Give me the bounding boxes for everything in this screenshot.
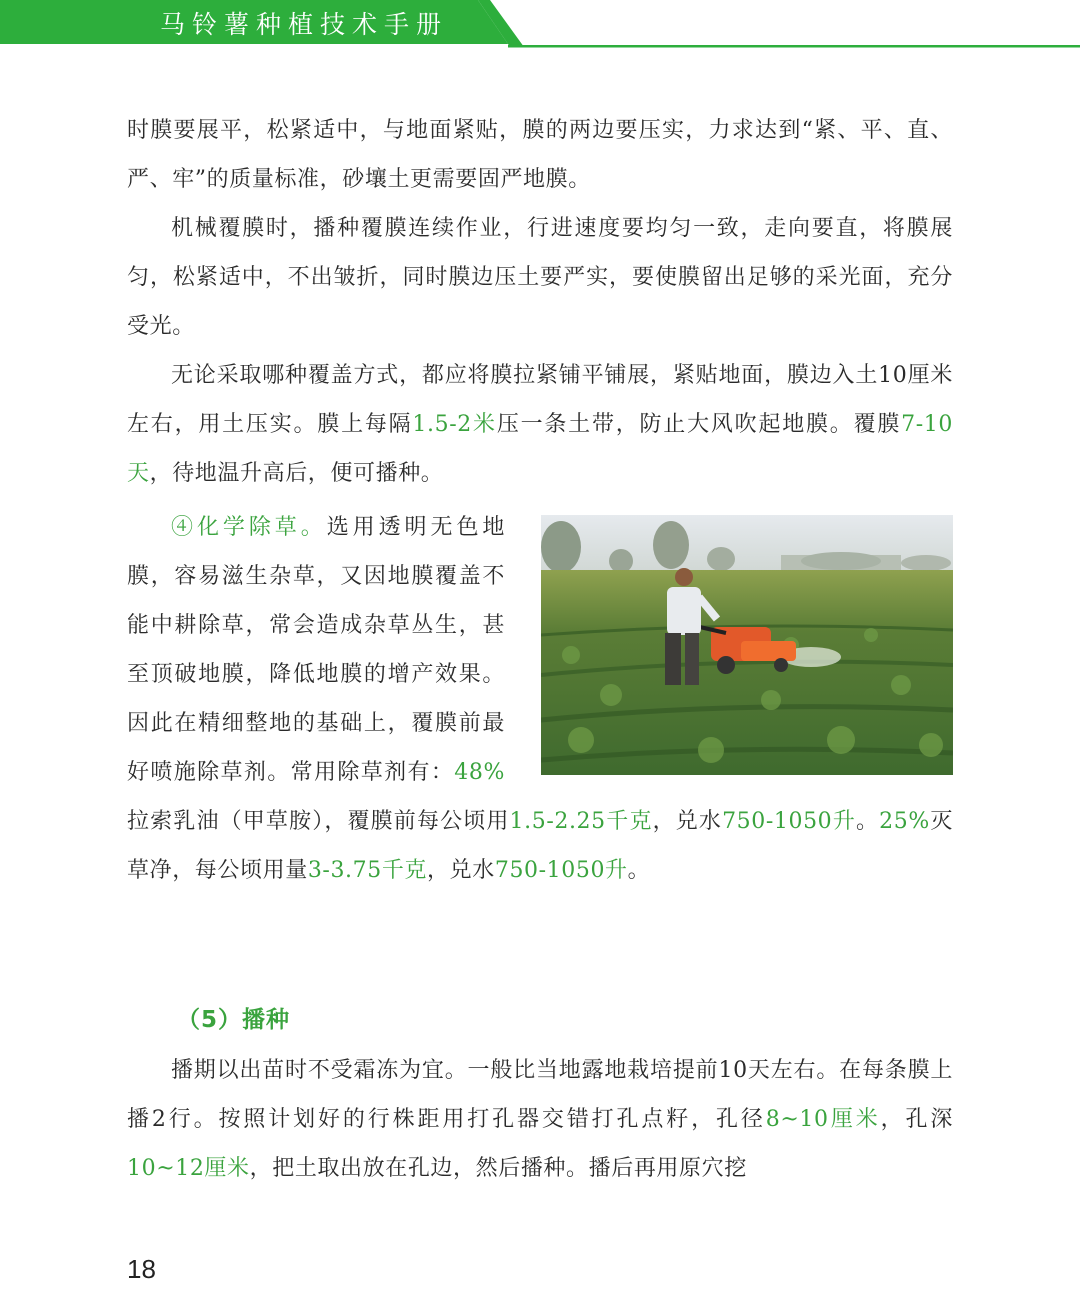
text-run: 播期以出苗时不受霜冻为宜。一般比当地露地栽培提前10天左右。在每条膜上播2行。按照计划好的行株距用打孔器交错打孔点籽，孔径 bbox=[127, 1058, 953, 1132]
highlight-value: 750-1050升 bbox=[722, 809, 856, 834]
herbicide-section bbox=[127, 503, 953, 895]
text-run: ，孔深 bbox=[880, 1107, 953, 1132]
highlight-days: 7-10天 bbox=[127, 412, 953, 486]
page-number: 18 bbox=[127, 1254, 156, 1284]
text-run: 灭草净，每公顷用量 bbox=[127, 809, 953, 883]
text-run: 无论采取哪种覆盖方式，都应将膜拉紧铺平铺展，紧贴地面，膜边入土10厘米左右，用土压实。膜上每隔 bbox=[127, 363, 953, 437]
highlight-value: 48% bbox=[454, 760, 505, 785]
highlight-distance: 1.5-2米 bbox=[412, 412, 497, 437]
paragraph-sowing bbox=[127, 1046, 953, 1193]
weeding-lead: ④化学除草。 bbox=[171, 515, 327, 540]
text-run: 。 bbox=[627, 858, 651, 883]
text-run: 压一条土带，防止大风吹起地膜。覆膜 bbox=[496, 412, 902, 437]
text-run: ，把土取出放在孔边，然后播种。播后再用原穴挖 bbox=[249, 1156, 747, 1181]
farmer-weeding-photo-icon bbox=[541, 515, 953, 775]
highlight-value: 3-3.75千克 bbox=[307, 858, 428, 883]
highlight-hole-diameter: 8~10厘米 bbox=[765, 1107, 881, 1132]
section-heading-sowing: （5）播种 bbox=[177, 1007, 291, 1033]
highlight-value: 750-1050升 bbox=[494, 858, 628, 883]
paragraph-cover-methods bbox=[127, 351, 953, 498]
paragraph-film-laying: 时膜要展平，松紧适中，与地面紧贴，膜的两边要压实，力求达到“紧、平、直、严、牢”的质量标准，砂壤土更需要固严地膜。 bbox=[127, 118, 953, 192]
text-run: ，待地温升高后，便可播种。 bbox=[149, 461, 444, 486]
highlight-hole-depth: 10~12厘米 bbox=[127, 1156, 250, 1181]
text-run: 选用透明无色地膜，容易滋生杂草，又因地膜覆盖不能中耕除草，常会造成杂草丛生，甚至顶破地膜，降低地膜的增产效果。因此在精细整地的基础上，覆膜前最好喷施除草剂。常用除草剂有： bbox=[127, 515, 505, 785]
text-run: 。 bbox=[855, 809, 880, 834]
text-run: ，兑水 bbox=[652, 809, 723, 834]
top-paragraphs bbox=[127, 106, 953, 498]
text-run: 拉索乳油（甲草胺），覆膜前每公顷用 bbox=[127, 809, 510, 834]
sowing-section bbox=[127, 1046, 953, 1193]
highlight-value: 1.5-2.25千克 bbox=[509, 809, 653, 834]
paragraph-machine-film: 机械覆膜时，播种覆膜连续作业，行进速度要均匀一致，走向要直，将膜展匀，松紧适中，不出皱折，同时膜边压土要严实，要使膜留出足够的采光面，充分受光。 bbox=[127, 216, 953, 339]
highlight-value: 25% bbox=[879, 809, 930, 834]
book-title: 马铃薯种植技术手册 bbox=[160, 10, 449, 39]
header-band bbox=[0, 0, 1080, 50]
text-run: ，兑水 bbox=[427, 858, 495, 883]
field-photo bbox=[541, 515, 953, 775]
